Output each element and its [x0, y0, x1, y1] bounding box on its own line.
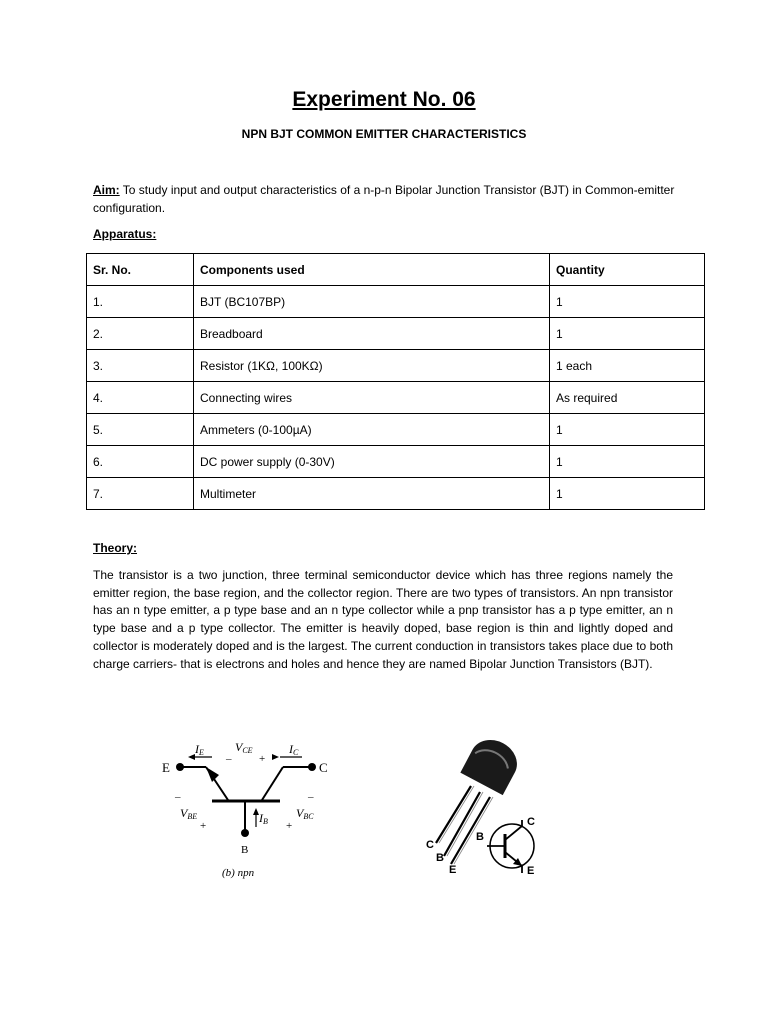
package-leads [436, 786, 490, 864]
emitter-arrow-icon [206, 767, 219, 782]
label-e: E [162, 760, 170, 775]
npn-bias-diagram [0, 720, 768, 900]
table-cell: 1 each [550, 350, 705, 382]
table-cell: 1 [550, 414, 705, 446]
lead-label-c: C [426, 839, 434, 851]
ib-symbol: I [259, 811, 263, 825]
page-title: Experiment No. 06 [292, 88, 476, 111]
vbe-minus: – [175, 791, 181, 803]
table-cell: 3. [87, 350, 194, 382]
table-cell: 7. [87, 478, 194, 510]
ic-label [288, 742, 299, 757]
vbc-plus: + [286, 820, 293, 832]
vbc-label [296, 806, 314, 821]
table-cell: Breadboard [194, 318, 550, 350]
vbe-label [180, 806, 197, 821]
to92-package-figure [426, 732, 535, 877]
table-header-cell: Sr. No. [87, 254, 194, 286]
ie-symbol: I [195, 742, 199, 756]
table-cell: 1 [550, 286, 705, 318]
table-cell: 1 [550, 478, 705, 510]
table-cell: 1 [550, 446, 705, 478]
symbol-label-c: C [527, 816, 535, 828]
table-row [87, 350, 705, 382]
table-row [87, 382, 705, 414]
ic-symbol: I [289, 742, 293, 756]
table-row [87, 478, 705, 510]
vbc-subscript: BC [303, 812, 314, 821]
aim-text: To study input and output characteristics of a n-p-n Bipolar Junction Transistor (BJT) in Common-emitter configuration. [93, 183, 675, 215]
table-cell: 5. [87, 414, 194, 446]
table-cell: Connecting wires [194, 382, 550, 414]
table-cell: 1 [550, 318, 705, 350]
theory-paragraph: The transistor is a two junction, three terminal semiconductor device which has three regions namely the emitter region, the base region, and the collector region. There are two types of transistors. An npn transistor has an n type emitter, a p type base and an n type collector while a pnp transistor has a p type emitter, an n type base and a p type collector. The emitter is heavily doped, base region is thin and lightly doped and collector is moderately doped and is the largest. The current conduction in transistors takes place due to both charge carriers- that is electrons and holes and hence they are named Bipolar Junction Transistors (BJT). [93, 568, 673, 671]
ie-label [194, 742, 204, 757]
ie-subscript: E [199, 748, 204, 757]
table-cell: 6. [87, 446, 194, 478]
ic-subscript: C [293, 748, 299, 757]
figure-caption: (b) npn [222, 867, 255, 879]
vbc-symbol: V [296, 806, 304, 820]
vce-subscript: CE [242, 746, 253, 755]
table-cell: Resistor (1KΩ, 100KΩ) [194, 350, 550, 382]
label-b: B [241, 844, 249, 856]
table-row [87, 318, 705, 350]
table-row [87, 446, 705, 478]
label-c: C [319, 760, 328, 775]
ib-subscript: B [263, 817, 268, 826]
ie-arrow-icon [188, 754, 195, 760]
lead-label-e: E [449, 864, 457, 876]
table-row [87, 286, 705, 318]
table-cell: Multimeter [194, 478, 550, 510]
table-cell: Ammeters (0-100µA) [194, 414, 550, 446]
transistor-symbol-icon [487, 820, 522, 873]
table-row [87, 414, 705, 446]
apparatus-heading: Apparatus: [93, 227, 157, 241]
vce-plus: + [259, 753, 266, 765]
vce-symbol: V [235, 740, 243, 754]
table-cell: 1. [87, 286, 194, 318]
table-cell: 4. [87, 382, 194, 414]
table-cell: DC power supply (0-30V) [194, 446, 550, 478]
vbc-minus: – [308, 791, 314, 803]
vce-label [235, 740, 253, 755]
table-cell: As required [550, 382, 705, 414]
page-subtitle: NPN BJT COMMON EMITTER CHARACTERISTICS [241, 127, 527, 141]
lead-label-b: B [436, 852, 444, 864]
ic-arrow-icon [272, 754, 279, 760]
table-header-cell: Components used [194, 254, 550, 286]
vbe-subscript: BE [187, 812, 198, 821]
vbe-plus: + [200, 820, 207, 832]
ib-label [258, 811, 268, 826]
table-header-cell: Quantity [550, 254, 705, 286]
symbol-label-e: E [527, 865, 535, 877]
vce-minus: – [226, 753, 232, 765]
theory-heading: Theory: [93, 541, 138, 555]
aim-label: Aim: [93, 183, 120, 197]
vbe-symbol: V [180, 806, 188, 820]
apparatus-table [86, 253, 705, 510]
table-cell: 2. [87, 318, 194, 350]
table-cell: BJT (BC107BP) [194, 286, 550, 318]
aim-paragraph [93, 181, 693, 217]
symbol-label-b: B [476, 831, 484, 843]
table-header-row [87, 254, 705, 286]
